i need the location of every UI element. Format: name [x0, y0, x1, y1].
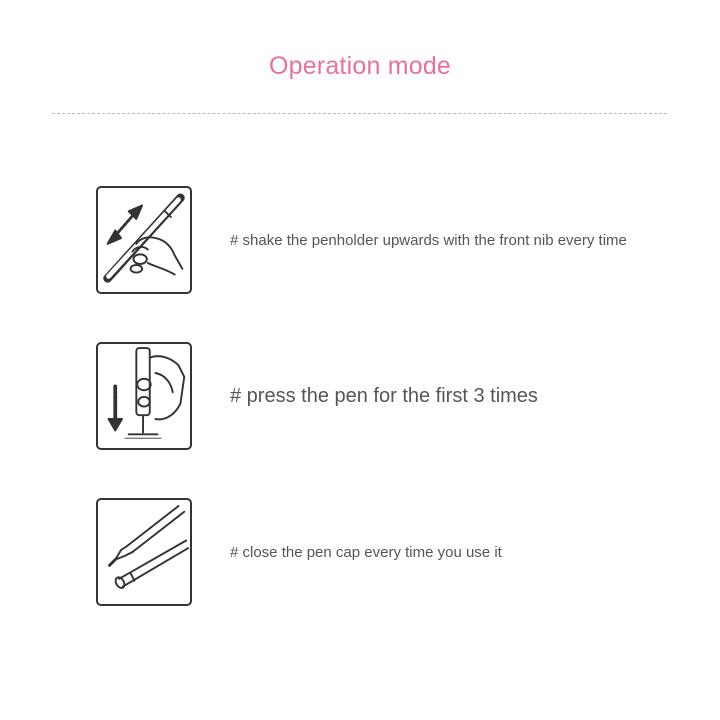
- press-pen-icon: [96, 342, 192, 450]
- step-shake: [96, 186, 627, 294]
- step-press: [96, 342, 538, 450]
- step-text: # press the pen for the first 3 times: [230, 384, 538, 407]
- pen-cap-icon: [96, 498, 192, 606]
- step-cap: [96, 498, 502, 606]
- page-title: Operation mode: [268, 52, 452, 80]
- step-text: # shake the penholder upwards with the front nib every time: [230, 231, 627, 249]
- dashed-divider: [52, 113, 667, 114]
- shake-pen-icon: [96, 186, 192, 294]
- step-text: # close the pen cap every time you use it: [230, 543, 502, 561]
